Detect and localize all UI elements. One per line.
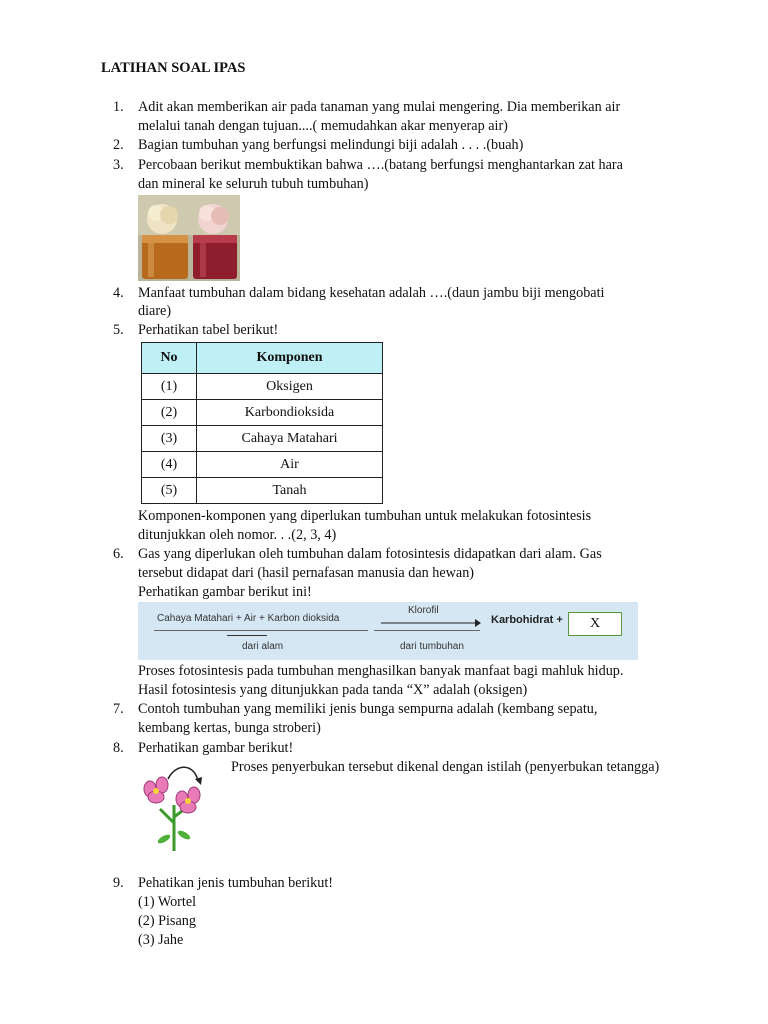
- table-row: [142, 400, 383, 426]
- reactants-underline: [154, 630, 368, 631]
- photosynthesis-equation: [138, 602, 638, 660]
- q1-line-2: melalui tanah dengan tujuan....( memudahkan akar menyerap air): [138, 118, 508, 134]
- table-cell-komponen: Tanah: [197, 478, 383, 504]
- from-nature-line: [227, 635, 267, 636]
- q9-line-1: Pehatikan jenis tumbuhan berikut!: [138, 875, 334, 891]
- q7-number: 7.: [113, 701, 124, 717]
- table-row: [142, 478, 383, 504]
- table-row: [142, 374, 383, 400]
- table-header-no: No: [142, 343, 197, 374]
- table-header-row: [142, 343, 383, 374]
- table-cell-no: (1): [142, 374, 197, 400]
- q8-description: Proses penyerbukan tersebut dikenal dengan istilah (penyerbukan tetangga): [231, 759, 660, 775]
- table-row: [142, 452, 383, 478]
- page-title: LATIHAN SOAL IPAS: [101, 60, 246, 76]
- table-cell-no: (2): [142, 400, 197, 426]
- table-cell-komponen: Oksigen: [197, 374, 383, 400]
- q6-line-3: Perhatikan gambar berikut ini!: [138, 584, 312, 600]
- q3-line-1: Percobaan berikut membuktikan bahwa ….(batang berfungsi menghantarkan zat hara: [138, 157, 623, 173]
- q6-after-2: Hasil fotosintesis yang ditunjukkan pada tanda “X” adalah (oksigen): [138, 682, 528, 698]
- q4-line-1: Manfaat tumbuhan dalam bidang kesehatan adalah ….(daun jambu biji mengobati: [138, 285, 605, 301]
- equation-product: Karbohidrat +: [491, 614, 563, 626]
- q2-number: 2.: [113, 137, 124, 153]
- q5-line-1: Perhatikan tabel berikut!: [138, 322, 279, 338]
- product-x-box: X: [568, 612, 622, 636]
- q7-line-1: Contoh tumbuhan yang memiliki jenis bunga sempurna adalah (kembang sepatu,: [138, 701, 598, 717]
- q8-number: 8.: [113, 740, 124, 756]
- table-row: [142, 426, 383, 452]
- reaction-arrow-icon: [381, 618, 481, 628]
- q4-number: 4.: [113, 285, 124, 301]
- q6-line-2: tersebut didapat dari (hasil pernafasan manusia dan hewan): [138, 565, 475, 581]
- q6-number: 6.: [113, 546, 124, 562]
- q6-line-1: Gas yang diperlukan oleh tumbuhan dalam fotosintesis didapatkan dari alam. Gas: [138, 546, 602, 562]
- table-cell-no: (4): [142, 452, 197, 478]
- table-cell-komponen: Air: [197, 452, 383, 478]
- catalyst-underline: [374, 630, 480, 631]
- from-plant-label: dari tumbuhan: [400, 641, 464, 652]
- q1-number: 1.: [113, 99, 124, 115]
- equation-reactants: Cahaya Matahari + Air + Karbon dioksida: [157, 613, 340, 624]
- q9-item: (3) Jahe: [138, 932, 184, 948]
- q9-number: 9.: [113, 875, 124, 891]
- q4-line-2: diare): [138, 303, 172, 319]
- q5-number: 5.: [113, 322, 124, 338]
- q8-line-1: Perhatikan gambar berikut!: [138, 740, 294, 756]
- q1-line-1: Adit akan memberikan air pada tanaman yang mulai mengering. Dia memberikan air: [138, 99, 621, 115]
- pollination-flower-icon: [140, 765, 210, 853]
- flower-experiment-photo: [138, 195, 240, 281]
- q6-after-1: Proses fotosintesis pada tumbuhan menghasilkan banyak manfaat bagi mahluk hidup.: [138, 663, 624, 679]
- catalyst-label: Klorofil: [408, 605, 439, 616]
- q2-line-1: Bagian tumbuhan yang berfungsi melindungi biji adalah . . . .(buah): [138, 137, 524, 153]
- table-cell-no: (3): [142, 426, 197, 452]
- table-header-komponen: Komponen: [197, 343, 383, 374]
- q9-item: (1) Wortel: [138, 894, 197, 910]
- q5-after-1: Komponen-komponen yang diperlukan tumbuhan untuk melakukan fotosintesis: [138, 508, 592, 524]
- components-table: [141, 342, 383, 504]
- q7-line-2: kembang kertas, bunga stroberi): [138, 720, 321, 736]
- q3-line-2: dan mineral ke seluruh tubuh tumbuhan): [138, 176, 369, 192]
- table-cell-no: (5): [142, 478, 197, 504]
- from-nature-label: dari alam: [242, 641, 284, 652]
- table-cell-komponen: Cahaya Matahari: [197, 426, 383, 452]
- q9-item: (2) Pisang: [138, 913, 196, 929]
- q5-after-2: ditunjukkan oleh nomor. . .(2, 3, 4): [138, 527, 337, 543]
- q3-number: 3.: [113, 157, 124, 173]
- table-cell-komponen: Karbondioksida: [197, 400, 383, 426]
